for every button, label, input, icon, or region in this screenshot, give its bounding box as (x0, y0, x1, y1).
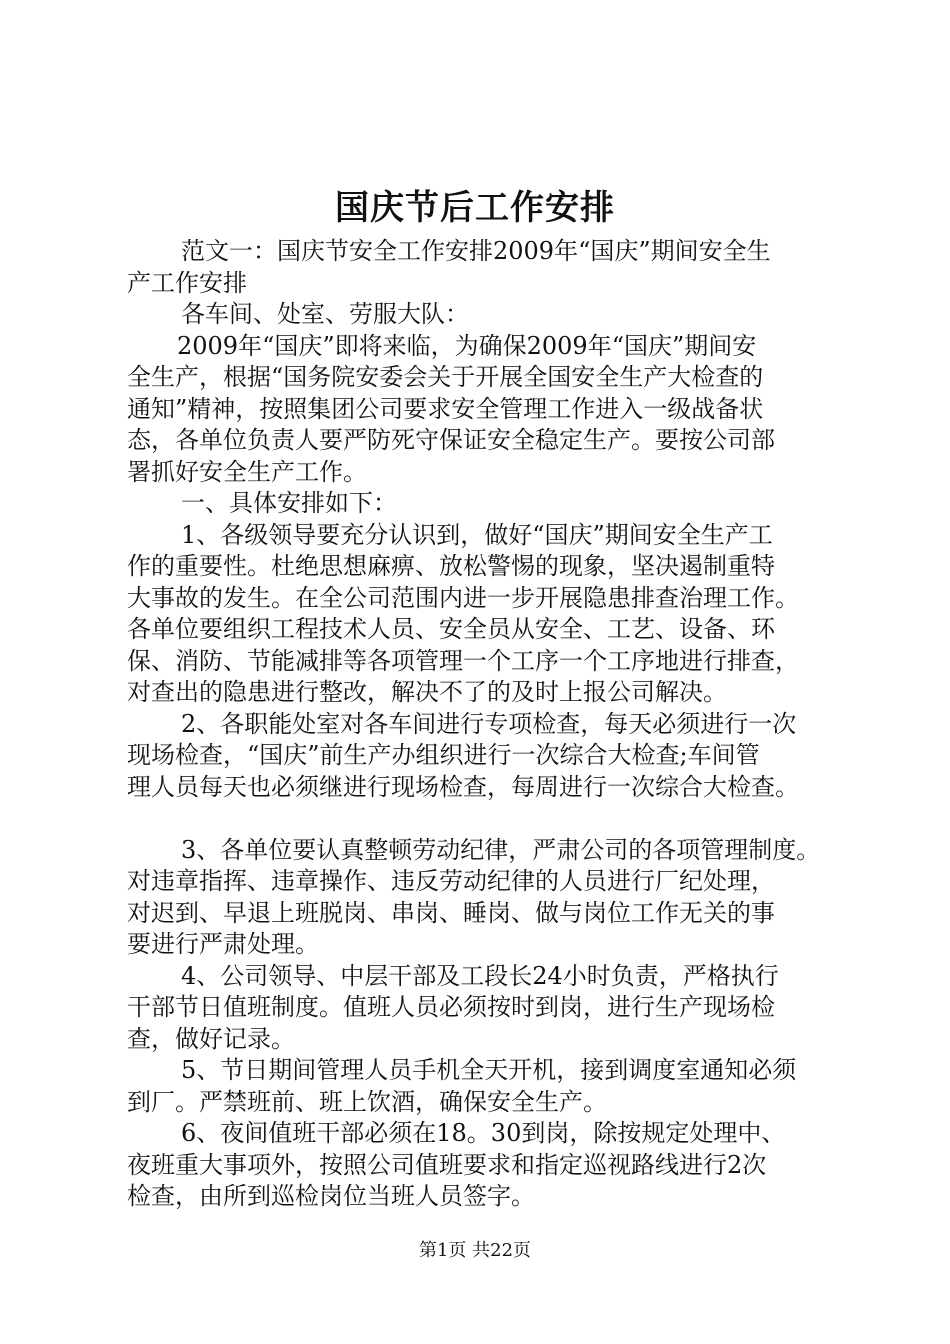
paragraph-line: 态，各单位负责人要严防死守保证安全稳定生产。要按公司部 (127, 426, 775, 454)
section-heading: 一、具体安排如下： (181, 489, 397, 517)
paragraph-line: 夜班重大事项外，按照公司值班要求和指定巡视路线进行2次 (127, 1150, 767, 1179)
paragraph-line: 通知”精神，按照集团公司要求安全管理工作进入一级战备状 (127, 394, 764, 423)
paragraph-line: 对查出的隐患进行整改，解决不了的及时上报公司解决。 (127, 678, 727, 706)
paragraph-line: 署抓好安全生产工作。 (127, 457, 367, 486)
paragraph-line: 各单位要组织工程技术人员、安全员从安全、工艺、设备、环 (127, 615, 775, 643)
paragraph-line: 检查，由所到巡检岗位当班人员签字。 (127, 1182, 535, 1210)
paragraph-line: 理人员每天也必须继进行现场检查，每周进行一次综合大检查。 (127, 772, 799, 801)
paragraph-line: 保、消防、节能减排等各项管理一个工序一个工序地进行排查， (127, 646, 799, 675)
paragraph-line: 全生产，根据“国务院安委会关于开展全国安全生产大检查的 (127, 363, 764, 391)
paragraph-line: 大事故的发生。在全公司范围内进一步开展隐患排查治理工作。 (127, 583, 799, 612)
paragraph-line: 到厂。严禁班前、班上饮酒，确保安全生产。 (127, 1087, 607, 1116)
page-footer (0, 1237, 950, 1265)
paragraph-line: 2、各职能处室对各车间进行专项检查，每天必须进行一次 (181, 709, 797, 738)
document-title: 国庆节后工作安排 (335, 188, 615, 228)
page-number: 第1页 (418, 1240, 467, 1261)
page-total: 共22页 (472, 1240, 532, 1261)
paragraph-line: 作的重要性。杜绝思想麻痹、放松警惕的现象，坚决遏制重特 (127, 552, 775, 580)
paragraph-line: 5、节日期间管理人员手机全天开机，接到调度室通知必须 (181, 1056, 797, 1084)
paragraph-line: 查，做好记录。 (127, 1024, 295, 1053)
blank-line (127, 803, 837, 835)
paragraph-line: 1、各级领导要充分认识到，做好“国庆”期间安全生产工 (181, 520, 773, 549)
paragraph-line: 6、夜间值班干部必须在18。30到岗，除按规定处理中、 (181, 1119, 786, 1147)
paragraph-line: 干部节日值班制度。值班人员必须按时到岗，进行生产现场检 (127, 993, 775, 1021)
paragraph-line: 现场检查，“国庆”前生产办组织进行一次综合大检查;车间管 (127, 741, 760, 769)
paragraph-line: 产工作安排 (127, 268, 247, 297)
paragraph-line: 4、公司领导、中层干部及工段长24小时负责，严格执行 (181, 961, 779, 990)
paragraph-line: 对违章指挥、违章操作、违反劳动纪律的人员进行厂纪处理， (127, 867, 775, 895)
paragraph-line: 对迟到、早退上班脱岗、串岗、睡岗、做与岗位工作无关的事 (127, 898, 775, 927)
paragraph-line: 3、各单位要认真整顿劳动纪律，严肃公司的各项管理制度。 (181, 835, 821, 864)
document-body (127, 236, 837, 1213)
paragraph-line: 2009年“国庆”即将来临，为确保2009年“国庆”期间安 (177, 331, 757, 360)
paragraph-line: 各车间、处室、劳服大队： (181, 300, 469, 328)
paragraph-line: 要进行严肃处理。 (127, 930, 319, 958)
paragraph-line: 范文一：国庆节安全工作安排2009年“国庆”期间安全生 (181, 237, 771, 265)
